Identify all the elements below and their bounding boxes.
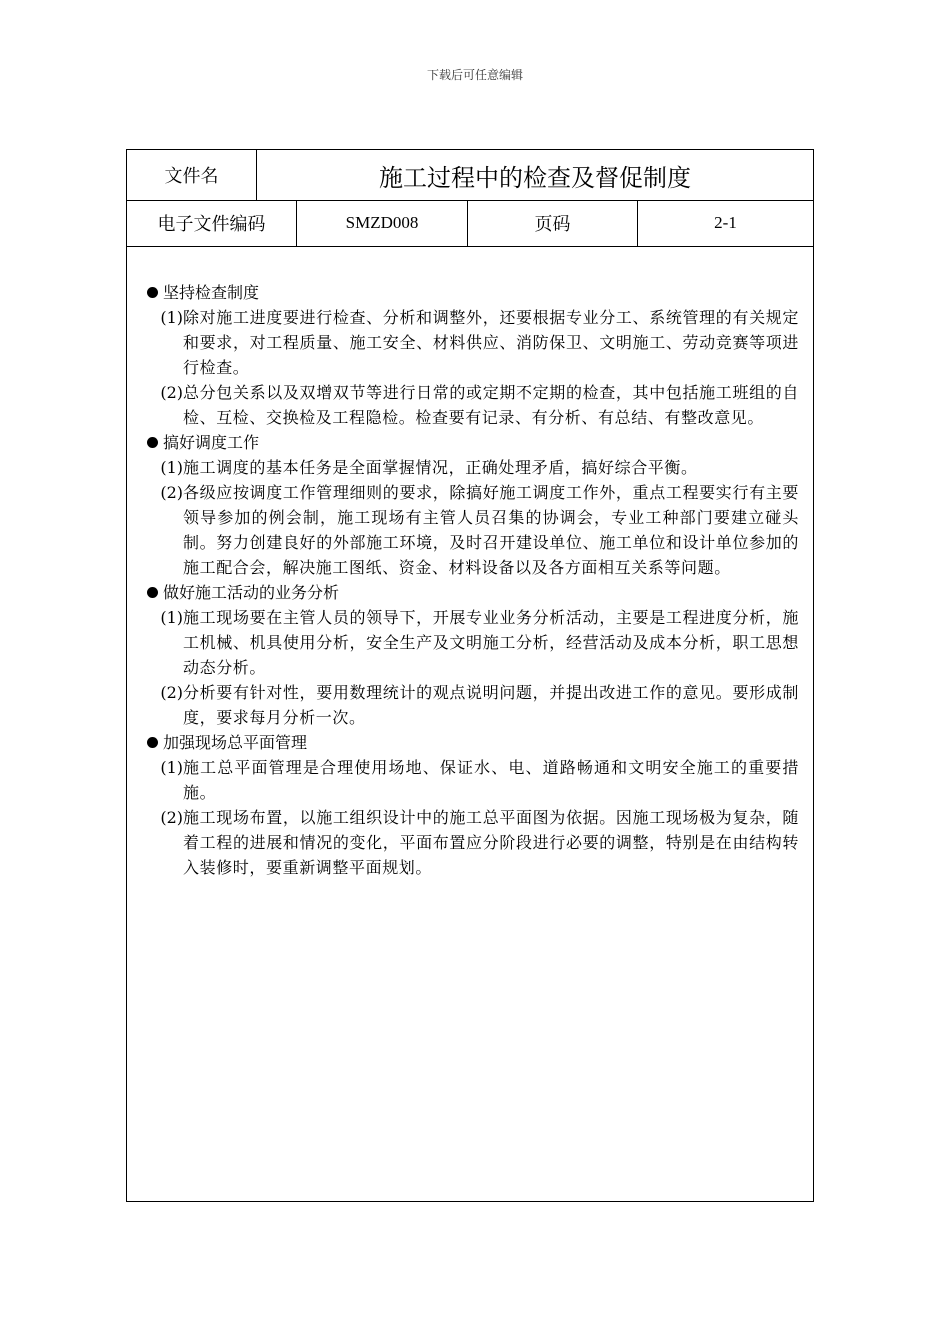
item-number: (1) bbox=[160, 458, 183, 477]
item-text: 除对施工进度要进行检查、分析和调整外，还要根据专业分工、系统管理的有关规定和要求，对工程质量、施工安全、材料供应、消防保卫、文明施工、劳动竞赛等项进行检查。 bbox=[183, 308, 799, 377]
section-heading-text: 做好施工活动的业务分析 bbox=[163, 583, 340, 602]
item-text: 施工总平面管理是合理使用场地、保证水、电、道路畅通和文明安全施工的重要措施。 bbox=[183, 758, 799, 802]
document-frame bbox=[126, 149, 814, 1202]
page-value: 2-1 bbox=[714, 213, 737, 232]
document-title: 施工过程中的检查及督促制度 bbox=[379, 163, 691, 192]
section-heading-text: 加强现场总平面管理 bbox=[163, 733, 308, 752]
item-number: (2) bbox=[160, 808, 183, 827]
list-item bbox=[147, 605, 799, 680]
body-content bbox=[147, 280, 799, 880]
bullet-icon bbox=[147, 587, 158, 598]
section-heading bbox=[147, 730, 799, 755]
list-item bbox=[147, 755, 799, 805]
meta-row bbox=[127, 200, 813, 247]
section-heading bbox=[147, 280, 799, 305]
code-label: 电子文件编码 bbox=[127, 200, 297, 246]
section bbox=[147, 280, 799, 430]
section bbox=[147, 730, 799, 880]
item-number: (2) bbox=[160, 683, 183, 702]
section bbox=[147, 580, 799, 730]
list-item bbox=[147, 680, 799, 730]
item-number: (1) bbox=[160, 758, 183, 777]
list-item bbox=[147, 455, 799, 480]
list-item bbox=[147, 480, 799, 580]
item-text: 施工现场要在主管人员的领导下，开展专业业务分析活动，主要是工程进度分析，施工机械、机具使用分析，安全生产及文明施工分析，经营活动及成本分析，职工思想动态分析。 bbox=[183, 608, 799, 677]
item-number: (2) bbox=[160, 483, 183, 502]
section-heading-text: 坚持检查制度 bbox=[163, 283, 260, 302]
section-heading bbox=[147, 430, 799, 455]
file-name-label: 文件名 bbox=[127, 150, 257, 200]
list-item bbox=[147, 380, 799, 430]
list-item bbox=[147, 305, 799, 380]
item-text: 施工调度的基本任务是全面掌握情况，正确处理矛盾，搞好综合平衡。 bbox=[183, 458, 698, 477]
item-number: (1) bbox=[160, 608, 183, 627]
item-number: (1) bbox=[160, 308, 183, 327]
bullet-icon bbox=[147, 287, 158, 298]
bullet-icon bbox=[147, 437, 158, 448]
item-text: 总分包关系以及双增双节等进行日常的或定期不定期的检查，其中包括施工班组的自检、互检、交换检及工程隐检。检查要有记录、有分析、有总结、有整改意见。 bbox=[183, 383, 799, 427]
item-number: (2) bbox=[160, 383, 183, 402]
title-row bbox=[127, 150, 813, 201]
list-item bbox=[147, 805, 799, 880]
section-heading-text: 搞好调度工作 bbox=[163, 433, 260, 452]
page-header-note: 下载后可任意编辑 bbox=[426, 68, 523, 82]
item-text: 分析要有针对性，要用数理统计的观点说明问题，并提出改进工作的意见。要形成制度，要求每月分析一次。 bbox=[183, 683, 799, 727]
page-label: 页码 bbox=[468, 200, 638, 246]
item-text: 施工现场布置，以施工组织设计中的施工总平面图为依据。因施工现场极为复杂，随着工程的进展和情况的变化，平面布置应分阶段进行必要的调整，特别是在由结构转入装修时，要重新调整平面规划。 bbox=[183, 808, 799, 877]
section-heading bbox=[147, 580, 799, 605]
item-text: 各级应按调度工作管理细则的要求，除搞好施工调度工作外，重点工程要实行有主要领导参加的例会制，施工现场有主管人员召集的协调会，专业工种部门要建立碰头制。努力创建良好的外部施工环境，及时召开建设单位、施工单位和设计单位参加的施工配合会，解决施工图纸、资金、材料设备以及各方面相互关系等问题。 bbox=[183, 483, 799, 577]
code-value: SMZD008 bbox=[297, 200, 468, 246]
bullet-icon bbox=[147, 737, 158, 748]
section bbox=[147, 430, 799, 580]
